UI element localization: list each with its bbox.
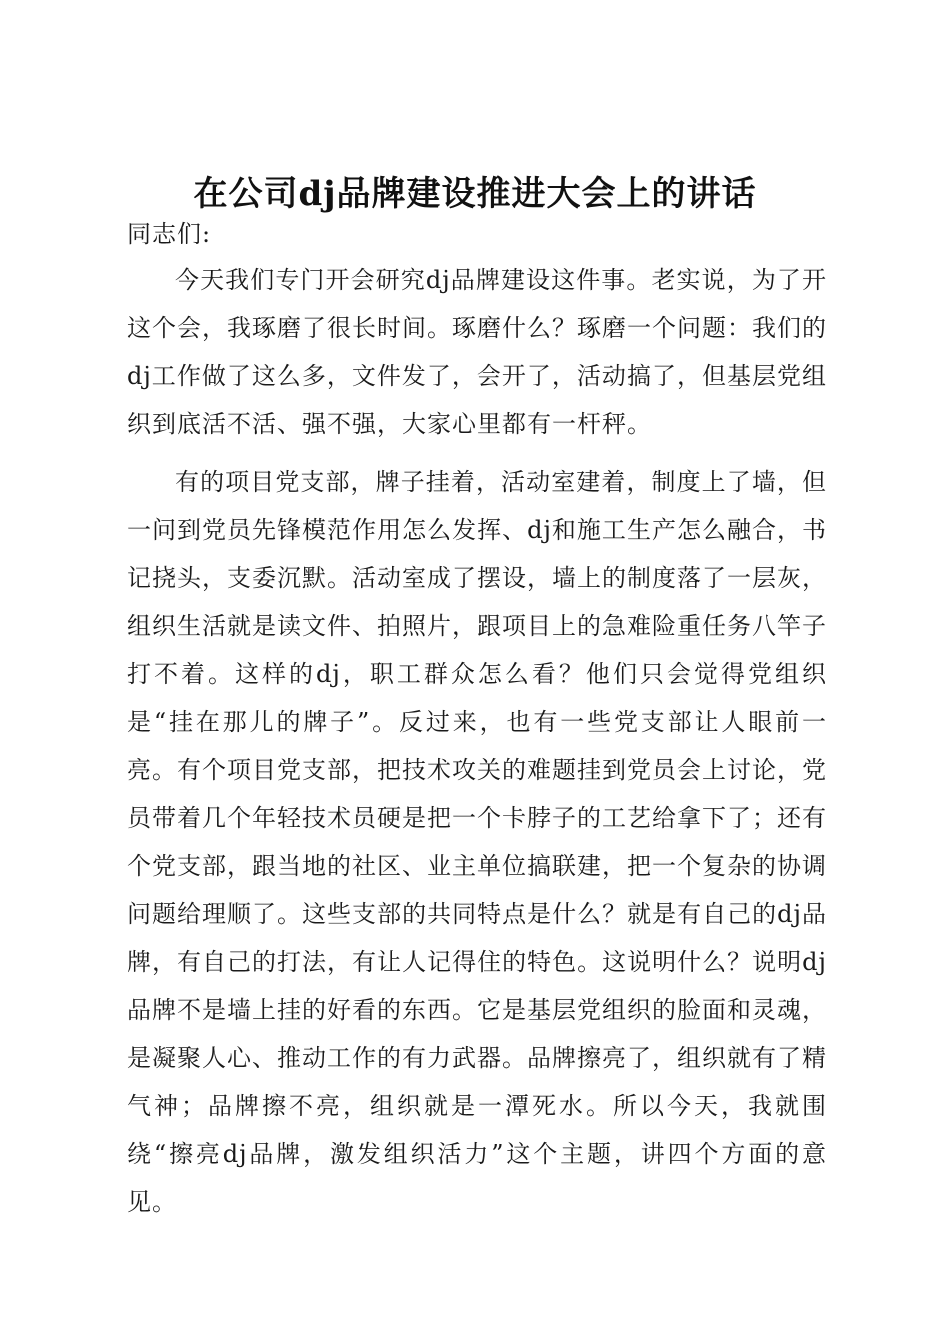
paragraph-1: 今天我们专门开会研究dj品牌建设这件事。老实说，为了开这个会，我琢磨了很长时间。琢磨什么？琢磨一个问题：我们的dj工作做了这么多，文件发了，会开了，活动搞了，但基层党组织到底活不活、强不强，大家心里都有一杆秤。 [127,266,827,438]
paragraph-2: 有的项目党支部，牌子挂着，活动室建着，制度上了墙，但一问到党员先锋模范作用怎么发挥、dj和施工生产怎么融合，书记挠头，支委沉默。活动室成了摆设，墙上的制度落了一层灰，组织生活就是读文件、拍照片，跟项目上的急难险重任务八竿子打不着。这样的dj，职工群众怎么看？他们只会觉得党组织是“挂在那儿的牌子”。反过来，也有一些党支部让人眼前一亮。有个项目党支部，把技术攻关的难题挂到党员会上讨论，党员带着几个年轻技术员硬是把一个卡脖子的工艺给拿下了；还有个党支部，跟当地的社区、业主单位搞联建，把一个复杂的协调问题给理顺了。这些支部的共同特点是什么？就是有自己的dj品牌，有自己的打法，有让人记得住的特色。这说明什么？说明dj品牌不是墙上挂的好看的东西。它是基层党组织的脸面和灵魂，是凝聚人心、推动工作的有力武器。品牌擦亮了，组织就有了精气神；品牌擦不亮，组织就是一潭死水。所以今天，我就围绕“擦亮dj品牌，激发组织活力”这个主题，讲四个方面的意见。 [127,468,827,1216]
document-title: 在公司dj品牌建设推进大会上的讲话 [193,174,757,214]
salutation: 同志们: [127,220,212,248]
